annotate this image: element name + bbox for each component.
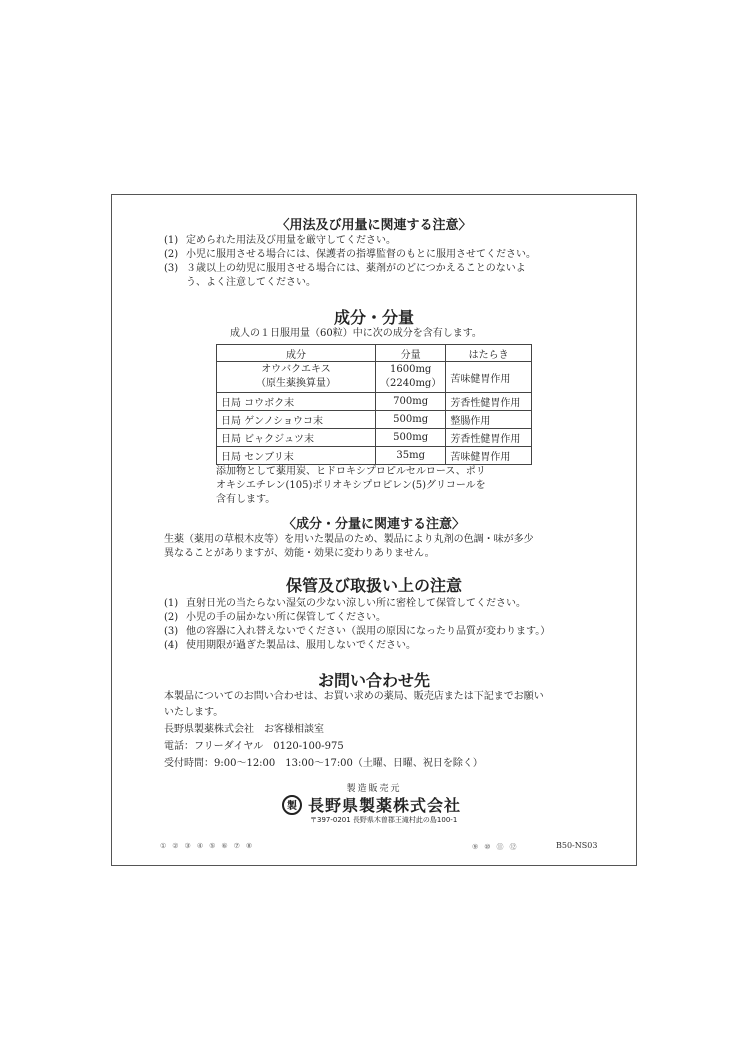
header-name: 成分 [217,345,376,362]
usage-notes-heading: 〈用法及び用量に関連する注意〉 [276,218,472,233]
document-code: B50-NS03 [556,841,598,850]
table-header-row [217,345,532,362]
ingredient-notes-line-1: 生薬（薬用の草根木皮等）を用いた製品のため、製品により丸剤の色調・味が多少 [164,534,534,545]
contact-line-2: いたします。 [164,707,224,718]
ingredient-amount: 500mg [376,429,446,447]
contact-line-5: 受付時間：9:00～12:00 13:00～17:00（土曜、日曜、祝日を除く） [164,758,483,769]
storage-note-2: (2) 小児の手の届かない所に保管してください。 [164,612,386,623]
ingredient-effect: 芳香性健胃作用 [446,393,532,411]
header-amount: 分量 [376,345,446,362]
storage-note-3: (3) 他の容器に入れ替えないでください（誤用の原因になったり品質が変わります。） [164,626,551,637]
table-row [217,411,532,429]
usage-note-3-cont: う、よく注意してください。 [186,277,316,288]
ingredient-amount: 1600mg （2240mg） [376,362,446,393]
ingredient-effect: 芳香性健胃作用 [446,429,532,447]
ingredient-amount: 35mg [376,447,446,465]
contact-line-3: 長野県製薬株式会社 お客様相談室 [164,724,324,735]
storage-note-4: (4) 使用期限が過ぎた製品は、服用しないでください。 [164,640,416,651]
manufacturer-block [282,793,461,816]
print-marks-left: ①②③④⑤⑥⑦⑧ [160,842,259,850]
ingredient-amount: 500mg [376,411,446,429]
additives-line-1: 添加物として薬用炭、ヒドロキシプロピルセルロース、ポリ [216,466,486,477]
ingredients-heading: 成分・分量 [333,308,414,327]
table-row [217,447,532,465]
storage-note-1: (1) 直射日光の当たらない湿気の少ない涼しい所に密栓して保管してください。 [164,598,526,609]
manufacturer-address: 〒397-0201 長野県木曽郡王滝村此の島100-1 [310,816,458,824]
manufacturer-label: 製造販売元 [346,784,402,794]
contact-heading: お問い合わせ先 [317,671,430,690]
ingredient-notes-line-2: 異なることがありますが、効能・効果に変わりありません。 [164,548,435,559]
ingredient-effect: 整腸作用 [446,411,532,429]
ingredient-name: 日局 センブリ末 [217,447,376,465]
company-logo-icon: 製 [282,795,302,815]
contact-line-1: 本製品についてのお問い合わせは、お買い求めの薬局、販売店または下記までお願い [164,691,544,702]
usage-note-1: (1) 定められた用法及び用量を厳守してください。 [164,235,396,246]
ingredient-amount: 700mg [376,393,446,411]
header-effect: はたらき [446,345,532,362]
table-row [217,362,532,393]
storage-heading: 保管及び取扱い上の注意 [285,576,462,595]
contact-line-4: 電話：フリーダイヤル 0120-100-975 [164,741,344,752]
ingredient-name: 日局 ゲンノショウコ末 [217,411,376,429]
print-marks-right: ⑨⑩⑪⑫ [472,843,523,851]
ingredients-table [216,344,532,465]
ingredient-name: 日局 ビャクジュツ末 [217,429,376,447]
table-row [217,393,532,411]
ingredient-effect: 苦味健胃作用 [446,362,532,393]
ingredient-name: 日局 コウボク末 [217,393,376,411]
package-insert-panel [111,194,637,866]
manufacturer-name: 長野県製薬株式会社 [308,796,462,815]
additives-line-2: オキシエチレン(105)ポリオキシプロピレン(5)グリコールを [216,480,486,491]
usage-note-3: (3) ３歳以上の幼児に服用させる場合には、薬剤がのどにつかえることのないよ [164,263,526,274]
ingredient-effect: 苦味健胃作用 [446,447,532,465]
ingredient-notes-heading: 〈成分・分量に関連する注意〉 [282,517,465,532]
ingredients-intro: 成人の１日服用量（60粒）中に次の成分を含有します。 [230,328,482,339]
additives-line-3: 含有します。 [216,494,276,505]
usage-note-2: (2) 小児に服用させる場合には、保護者の指導監督のもとに服用させてください。 [164,249,536,260]
ingredient-name: オウバクエキス （原生薬換算量） [217,362,376,393]
table-row [217,429,532,447]
